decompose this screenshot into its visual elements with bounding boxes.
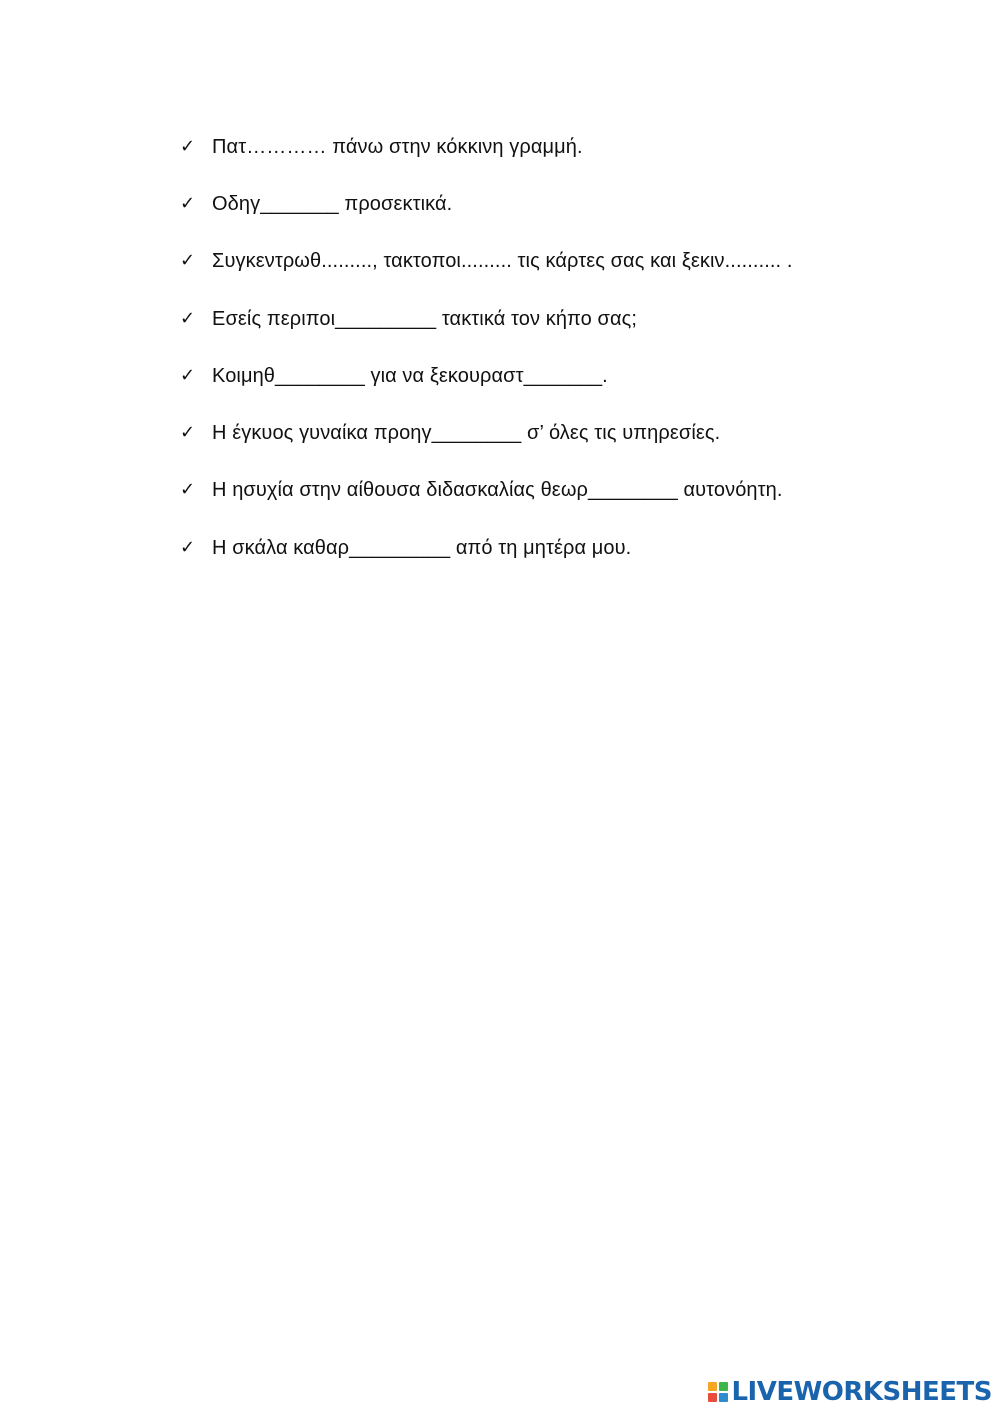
list-item xyxy=(180,347,960,404)
list-item xyxy=(180,462,960,519)
list-item xyxy=(180,404,960,461)
exercise-list xyxy=(180,118,960,576)
sentence-text: Συγκεντρωθ........., τακτοποι......... τις κάρτες σας και ξεκιν.......... . xyxy=(212,250,793,273)
sentence-text: Η έγκυος γυναίκα προηγ________ σ’ όλες τις υπηρεσίες. xyxy=(212,422,721,445)
checkmark-icon: ✓ xyxy=(180,536,196,558)
checkmark-icon: ✓ xyxy=(180,422,196,444)
list-item xyxy=(180,175,960,232)
list-item xyxy=(180,290,960,347)
sentence-text: Η ησυχία στην αίθουσα διδασκαλίας θεωρ________ αυτονόητη. xyxy=(212,479,783,502)
logo-icon xyxy=(708,1382,728,1402)
sentence-text: Πατ………… πάνω στην κόκκινη γραμμή. xyxy=(212,135,583,158)
checkmark-icon: ✓ xyxy=(180,250,196,272)
sentence-text: Εσείς περιποι_________ τακτικά τον κήπο σας; xyxy=(212,307,638,330)
liveworksheets-logo xyxy=(708,1377,992,1407)
checkmark-icon: ✓ xyxy=(180,135,196,157)
sentence-text: Η σκάλα καθαρ_________ από τη μητέρα μου. xyxy=(212,536,632,559)
brand-name: LIVEWORKSHEETS xyxy=(731,1377,992,1407)
sentence-text: Κοιμηθ________ για να ξεκουραστ_______. xyxy=(212,364,608,387)
sentence-text: Οδηγ_______ προσεκτικά. xyxy=(212,192,453,215)
checkmark-icon: ✓ xyxy=(180,479,196,501)
list-item xyxy=(180,233,960,290)
checkmark-icon: ✓ xyxy=(180,307,196,329)
checkmark-icon: ✓ xyxy=(180,192,196,214)
list-item xyxy=(180,118,960,175)
list-item xyxy=(180,519,960,576)
checkmark-icon: ✓ xyxy=(180,364,196,386)
